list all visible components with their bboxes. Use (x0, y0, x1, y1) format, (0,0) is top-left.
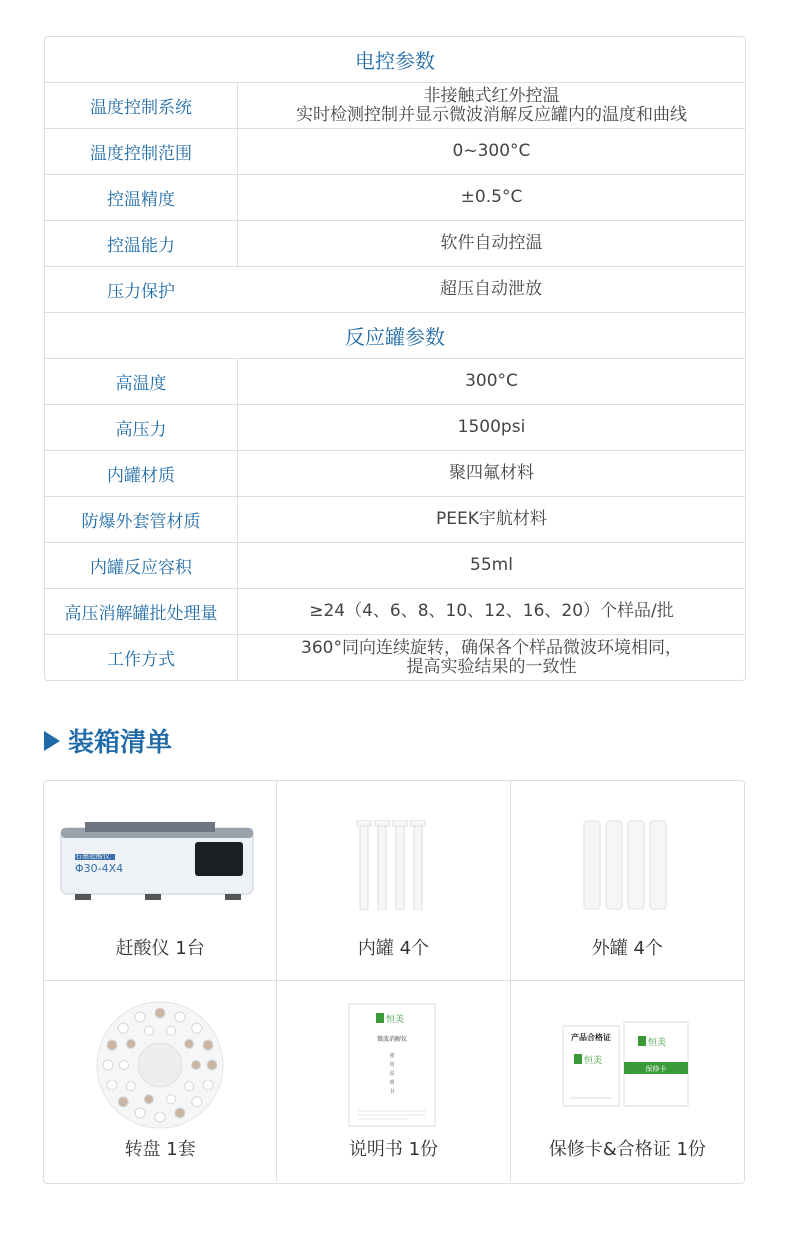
spec-value-line: ≥24（4、6、8、10、12、16、20）个样品/批 (309, 601, 674, 621)
rotor-hole (203, 1080, 213, 1090)
device-model-text: Φ30-4X4 (75, 862, 124, 875)
spec-key: 压力保护 (107, 282, 175, 302)
outer-vessel-icon (582, 819, 672, 911)
rotor-hole (107, 1080, 117, 1090)
packing-grid (43, 780, 745, 1184)
spec-row (45, 174, 745, 220)
packing-item-label: 转盘 1套 (124, 1139, 196, 1160)
rotor-hole (120, 1061, 129, 1070)
spec-key: 工作方式 (45, 635, 238, 680)
rotor-hole (185, 1082, 194, 1091)
spec-key: 内罐反应容积 (45, 543, 238, 588)
rotor-hole (207, 1060, 217, 1070)
spec-row (45, 634, 745, 680)
rotor-hole (145, 1026, 154, 1035)
spec-row (45, 358, 745, 404)
spec-row (45, 542, 745, 588)
spec-key: 内罐材质 (45, 451, 238, 496)
spec-value (238, 543, 745, 588)
rotor-hole (175, 1012, 185, 1022)
spec-value (238, 497, 745, 542)
rotor-hole (192, 1023, 202, 1033)
spec-value (238, 635, 745, 680)
spec-value-line: 1500psi (457, 417, 526, 437)
spec-row (45, 220, 745, 266)
rotor-hole (192, 1097, 202, 1107)
triangle-bullet-icon (44, 731, 60, 751)
spec-value (238, 83, 745, 128)
spec-key: 防爆外套管材质 (45, 497, 238, 542)
spec-table (44, 36, 746, 681)
rotor-turntable-icon (94, 999, 226, 1131)
warranty-card-icon (562, 1020, 692, 1110)
inner-vessel-icon (353, 820, 433, 910)
rotor-hole (167, 1026, 176, 1035)
rotor-hole (127, 1039, 136, 1048)
spec-key: 高压消解罐批处理量 (45, 589, 238, 634)
spec-row (45, 588, 745, 634)
rotor-hole (145, 1095, 154, 1104)
packing-item (277, 981, 510, 1181)
packing-item-label: 赶酸仪 1台 (115, 938, 205, 959)
manual-title-text: 微波消解仪 (377, 1036, 408, 1043)
spec-value (238, 175, 745, 220)
packing-item-label: 保修卡&合格证 1份 (548, 1139, 706, 1160)
rotor-hole (192, 1061, 201, 1070)
spec-value-line: 实时检测控制并显示微波消解反应罐内的温度和曲线 (296, 104, 687, 125)
spec-key: 高温度 (45, 359, 238, 404)
spec-value-line: 300°C (465, 371, 518, 391)
rotor-hole (135, 1012, 145, 1022)
manual-vertical-char: 明 (389, 1080, 395, 1086)
spec-value (238, 589, 745, 634)
certificate-brand-text: 恒美 (584, 1056, 603, 1066)
rotor-hole (127, 1082, 136, 1091)
manual-icon (348, 1003, 438, 1127)
spec-value (238, 359, 745, 404)
rotor-hole (203, 1040, 213, 1050)
packing-item-label: 外罐 4个 (591, 938, 663, 959)
packing-item (44, 981, 277, 1181)
spec-value-line: 非接触式红外控温 (423, 85, 560, 106)
spec-value-line: PEEK宇航材料 (436, 509, 547, 529)
spec-row (45, 450, 745, 496)
manual-vertical-char: 用 (389, 1062, 395, 1068)
spec-row (45, 128, 745, 174)
spec-value-line: ±0.5°C (460, 187, 523, 207)
spec-section-title: 反应罐参数 (45, 312, 745, 358)
manual-vertical-char: 说 (389, 1071, 395, 1077)
device-name-text: 石墨赶酸仪 (75, 852, 111, 860)
rotor-hole (175, 1108, 185, 1118)
spec-value (238, 129, 745, 174)
spec-key: 温度控制系统 (45, 83, 238, 128)
spec-value-line: 0~300°C (452, 141, 531, 161)
spec-key: 温度控制范围 (45, 129, 238, 174)
packing-item-label: 说明书 1份 (348, 1139, 439, 1160)
spec-row (45, 266, 745, 312)
packing-list-heading (44, 722, 172, 759)
spec-value-line: 55ml (470, 555, 513, 575)
packing-item (277, 781, 510, 981)
rotor-hole (155, 1112, 165, 1122)
warranty-brand-text: 恒美 (648, 1038, 667, 1048)
rotor-hole (118, 1023, 128, 1033)
rotor-hole (135, 1108, 145, 1118)
certificate-title-text: 产品合格证 (571, 1033, 612, 1042)
spec-section-title: 电控参数 (355, 49, 435, 73)
spec-value-line: 聚四氟材料 (449, 463, 534, 483)
spec-key: 控温能力 (45, 221, 238, 266)
packing-item (44, 781, 277, 981)
rotor-hole (107, 1040, 117, 1050)
spec-value (238, 405, 745, 450)
packing-item (511, 781, 744, 981)
packing-item-label: 内罐 4个 (357, 938, 430, 959)
spec-value-line: 软件自动控温 (440, 233, 543, 253)
spec-row (45, 496, 745, 542)
spec-value (238, 221, 745, 266)
spec-row (45, 404, 745, 450)
spec-key: 高压力 (45, 405, 238, 450)
spec-value-line: 超压自动泄放 (440, 279, 542, 299)
rotor-hole (167, 1095, 176, 1104)
rotor-hole (103, 1060, 113, 1070)
rotor-hole (185, 1039, 194, 1048)
spec-value (238, 451, 745, 496)
manual-vertical-char: 使 (389, 1053, 395, 1059)
manual-vertical-char: 书 (389, 1089, 395, 1095)
spec-value-line: 360°同向连续旋转，确保各个样品微波环境相同， (301, 637, 682, 658)
spec-row (45, 82, 745, 128)
spec-value (45, 267, 745, 312)
acid-evaporator-device-icon (55, 820, 265, 910)
spec-value-line: 提高实验结果的一致性 (406, 656, 577, 677)
manual-brand-text: 恒美 (386, 1015, 405, 1025)
packing-list-title: 装箱清单 (68, 728, 173, 758)
spec-key: 控温精度 (45, 175, 238, 220)
warranty-title-text: 保修卡 (645, 1065, 667, 1073)
rotor-hole (155, 1008, 165, 1018)
rotor-hole (118, 1097, 128, 1107)
packing-item (511, 981, 744, 1181)
